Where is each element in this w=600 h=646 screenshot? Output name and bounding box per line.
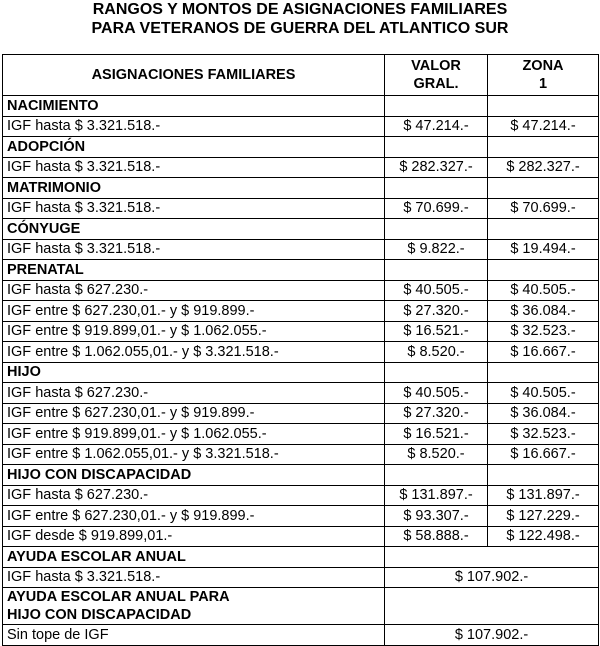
section-row bbox=[3, 588, 599, 625]
row-label: IGF entre $ 919.899,01.- y $ 1.062.055.- bbox=[3, 321, 385, 342]
table-row bbox=[3, 280, 599, 301]
section-title-hijo: HIJO bbox=[3, 362, 385, 383]
header-zona-line-1: ZONA bbox=[522, 58, 564, 74]
row-zona: $ 32.523.- bbox=[488, 321, 599, 342]
section-title-line-1: AYUDA ESCOLAR ANUAL PARA bbox=[7, 589, 230, 605]
row-label: IGF entre $ 1.062.055,01.- y $ 3.321.518.- bbox=[3, 444, 385, 465]
section-title-line-2: HIJO CON DISCAPACIDAD bbox=[7, 607, 192, 623]
table-row bbox=[3, 403, 599, 424]
row-zona: $ 40.505.- bbox=[488, 280, 599, 301]
row-valor: $ 131.897.- bbox=[385, 485, 488, 506]
row-label: IGF entre $ 1.062.055,01.- y $ 3.321.518.- bbox=[3, 342, 385, 363]
table-row bbox=[3, 444, 599, 465]
section-title-hijo-discapacidad: HIJO CON DISCAPACIDAD bbox=[3, 465, 385, 486]
row-zona: $ 70.699.- bbox=[488, 198, 599, 219]
header-zona-line-2: 1 bbox=[538, 76, 548, 92]
row-valor: $ 9.822.- bbox=[385, 239, 488, 260]
table-row bbox=[3, 301, 599, 322]
table-header-row bbox=[3, 55, 599, 96]
header-zona-1 bbox=[488, 55, 599, 96]
allowances-table bbox=[2, 54, 599, 646]
row-valor: $ 8.520.- bbox=[385, 444, 488, 465]
table-row bbox=[3, 567, 599, 588]
row-label: IGF hasta $ 3.321.518.- bbox=[3, 567, 385, 588]
header-valor-line-1: VALOR bbox=[411, 58, 461, 74]
table-row bbox=[3, 485, 599, 506]
row-valor: $ 16.521.- bbox=[385, 424, 488, 445]
section-row bbox=[3, 137, 599, 158]
table-row bbox=[3, 383, 599, 404]
table-row bbox=[3, 116, 599, 137]
row-label: IGF entre $ 627.230,01.- y $ 919.899.- bbox=[3, 403, 385, 424]
row-zona: $ 282.327.- bbox=[488, 157, 599, 178]
section-title-prenatal: PRENATAL bbox=[3, 260, 385, 281]
document-title-line-2: PARA VETERANOS DE GUERRA DEL ATLANTICO SUR bbox=[91, 20, 509, 37]
row-label: IGF hasta $ 3.321.518.- bbox=[3, 157, 385, 178]
row-zona: $ 16.667.- bbox=[488, 342, 599, 363]
section-row bbox=[3, 260, 599, 281]
row-valor: $ 282.327.- bbox=[385, 157, 488, 178]
row-valor: $ 27.320.- bbox=[385, 301, 488, 322]
document-title-line-1: RANGOS Y MONTOS DE ASIGNACIONES FAMILIARES bbox=[92, 1, 508, 18]
row-zona: $ 131.897.- bbox=[488, 485, 599, 506]
section-row bbox=[3, 362, 599, 383]
table-row bbox=[3, 506, 599, 527]
row-label: IGF desde $ 919.899,01.- bbox=[3, 526, 385, 547]
row-valor: $ 40.505.- bbox=[385, 383, 488, 404]
row-label: IGF hasta $ 627.230.- bbox=[3, 280, 385, 301]
table-row bbox=[3, 157, 599, 178]
section-title-ayuda-escolar-discapacidad bbox=[3, 588, 385, 625]
row-label: IGF hasta $ 3.321.518.- bbox=[3, 239, 385, 260]
row-label: IGF entre $ 627.230,01.- y $ 919.899.- bbox=[3, 506, 385, 527]
row-valor: $ 93.307.- bbox=[385, 506, 488, 527]
section-title-adopcion: ADOPCIÓN bbox=[3, 137, 385, 158]
row-label: IGF entre $ 627.230,01.- y $ 919.899.- bbox=[3, 301, 385, 322]
section-row bbox=[3, 465, 599, 486]
row-zona: $ 122.498.- bbox=[488, 526, 599, 547]
row-valor: $ 8.520.- bbox=[385, 342, 488, 363]
row-zona: $ 40.505.- bbox=[488, 383, 599, 404]
section-row bbox=[3, 219, 599, 240]
row-zona: $ 19.494.- bbox=[488, 239, 599, 260]
row-valor: $ 27.320.- bbox=[385, 403, 488, 424]
row-value-combined: $ 107.902.- bbox=[385, 567, 599, 588]
row-zona: $ 32.523.- bbox=[488, 424, 599, 445]
row-label: Sin tope de IGF bbox=[3, 625, 385, 646]
table-row bbox=[3, 321, 599, 342]
row-zona: $ 36.084.- bbox=[488, 301, 599, 322]
row-label: IGF hasta $ 3.321.518.- bbox=[3, 116, 385, 137]
header-valor-line-2: GRAL. bbox=[413, 76, 459, 92]
row-label: IGF hasta $ 3.321.518.- bbox=[3, 198, 385, 219]
table-row bbox=[3, 526, 599, 547]
header-valor-gral bbox=[385, 55, 488, 96]
row-zona: $ 127.229.- bbox=[488, 506, 599, 527]
section-title-conyuge: CÓNYUGE bbox=[3, 219, 385, 240]
row-zona: $ 16.667.- bbox=[488, 444, 599, 465]
row-value-combined: $ 107.902.- bbox=[385, 625, 599, 646]
table-row bbox=[3, 198, 599, 219]
row-valor: $ 40.505.- bbox=[385, 280, 488, 301]
header-asignaciones: ASIGNACIONES FAMILIARES bbox=[3, 55, 385, 96]
section-title-nacimiento: NACIMIENTO bbox=[3, 96, 385, 117]
row-zona: $ 36.084.- bbox=[488, 403, 599, 424]
row-valor: $ 70.699.- bbox=[385, 198, 488, 219]
section-title-matrimonio: MATRIMONIO bbox=[3, 178, 385, 199]
section-title-ayuda-escolar: AYUDA ESCOLAR ANUAL bbox=[3, 547, 385, 568]
row-valor: $ 58.888.- bbox=[385, 526, 488, 547]
row-label: IGF hasta $ 627.230.- bbox=[3, 383, 385, 404]
section-row bbox=[3, 178, 599, 199]
section-row bbox=[3, 96, 599, 117]
section-row bbox=[3, 547, 599, 568]
table-row bbox=[3, 342, 599, 363]
row-valor: $ 47.214.- bbox=[385, 116, 488, 137]
table-row bbox=[3, 424, 599, 445]
row-valor: $ 16.521.- bbox=[385, 321, 488, 342]
row-zona: $ 47.214.- bbox=[488, 116, 599, 137]
table-row bbox=[3, 625, 599, 646]
table-row bbox=[3, 239, 599, 260]
row-label: IGF hasta $ 627.230.- bbox=[3, 485, 385, 506]
row-label: IGF entre $ 919.899,01.- y $ 1.062.055.- bbox=[3, 424, 385, 445]
